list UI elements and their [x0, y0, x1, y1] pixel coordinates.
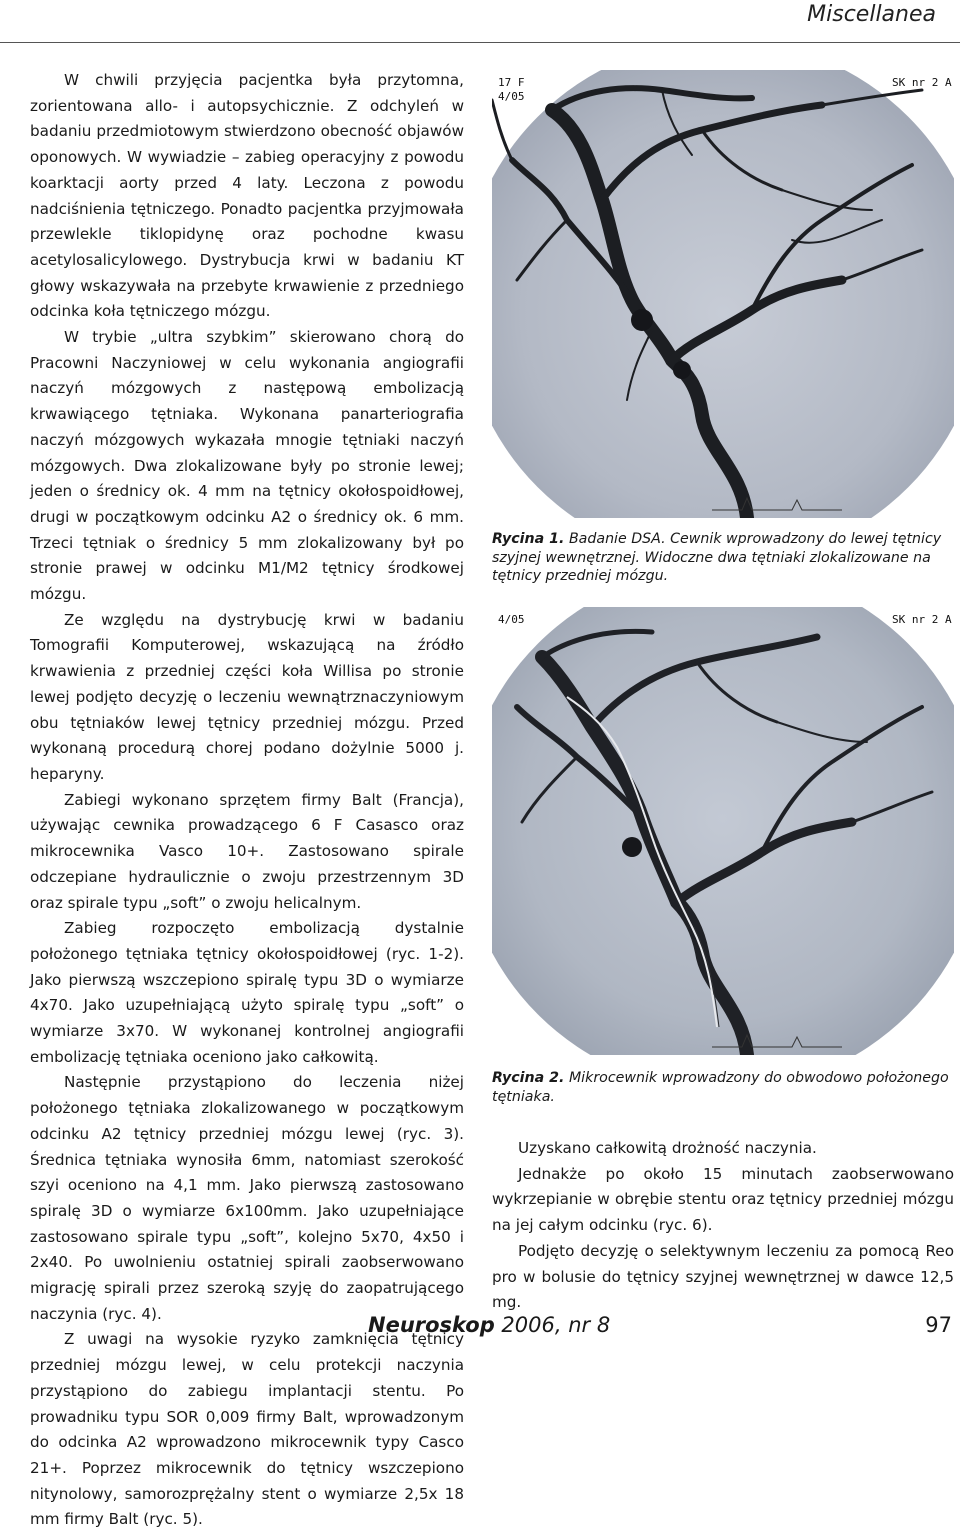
- page-number: 97: [925, 1313, 952, 1337]
- paragraph: Następnie przystąpiono do leczenia niżej położonego tętniaka zlokalizowanego w początkowym odcinku A2 tętnicy przedniej mózgu lewej (ryc. 3). Średnica tętniaka wynosiła 6mm, natomiast szerokość szyi oceniono na 4,1 mm. Jako pierwszą zastosowano spiralę 3D o wymiarze 6x100mm. Jako uzupełniające zastosowano spirale typu „soft”, kolejno 5x70, 4x50 i 2x40. Po uwolnieniu ostatniej spirali zaobserwowano migrację spirali przez szeroką szyję do zaopatrującego naczynia (ryc. 4).: [30, 1073, 464, 1323]
- paragraph: W trybie „ultra szybkim” skierowano chorą do Pracowni Naczyniowej w celu wykonania angiografii naczyń mózgowych z następową embolizacją krwawiącego tętniaka. Wykonana panarteriografia naczyń mózgowych wykazała mnogie tętniaki naczyń mózgowych. Dwa zlokalizowane były po stronie lewej; jeden o średnicy ok. 4 mm na tętnicy okołospoidłowej, drugi w początkowym odcinku A2 o średnicy ok. 6 mm. Trzeci tętniak o średnicy 5 mm zlokalizowany był po stronie prawej w odcinku M1/M2 tętnicy środkowej mózgu.: [30, 328, 464, 604]
- right-text-column: [492, 1136, 954, 1316]
- journal-name: Neuroskop: [368, 1313, 495, 1337]
- caption-text: Badanie DSA. Cewnik wprowadzony do lewej tętnicy szyjnej wewnętrznej. Widoczne dwa tętniaki zlokalizowane na tętnicy przedniej mózgu.: [492, 531, 942, 584]
- paragraph: Podjęto decyzję o selektywnym leczeniu za pomocą Reo pro w bolusie do tętnicy szyjnej wewnętrznej w dawce 12,5 mg.: [492, 1241, 954, 1312]
- paragraph: Uzyskano całkowitą drożność naczynia.: [518, 1139, 817, 1157]
- overlay-text: 4/05: [498, 90, 525, 103]
- journal-issue: 2006, nr 8: [501, 1313, 611, 1337]
- caption-label: Rycina 1.: [492, 531, 565, 547]
- paragraph: W chwili przyjęcia pacjentka była przytomna, zorientowana allo- i autopsychicznie. Z odchyleń w badaniu przedmiotowym stwierdzono obecność objawów oponowych. W wywiadzie – zabieg operacyjny z powodu koarktacji aorty przed 4 laty. Leczona z powodu nadciśnienia tętniczego. Ponadto pacjentka przyjmowała przewlekle tiklopidynę oraz pochodne kwasu acetylosalicylowego. Dystrybucja krwi w badaniu KT głowy wskazywała na przebyte krwawienie z przedniego odcinka koła tętniczego mózgu.: [30, 71, 464, 321]
- figure-1-caption: [492, 530, 954, 586]
- paragraph: Zabiegi wykonano sprzętem firmy Balt (Francja), używając cewnika prowadzącego 6 F Casasco oraz mikrocewnika Vasco 10+. Zastosowano spirale odczepiane hydraulicznie o zwoju przestrzennym 3D oraz spirale typu „soft” o zwoju helicalnym.: [30, 790, 464, 912]
- caption-label: Rycina 2.: [492, 1070, 565, 1086]
- figure-2-angiogram: [492, 607, 954, 1055]
- overlay-text: 4/05: [498, 613, 525, 626]
- figure-2-caption: [492, 1069, 954, 1106]
- paragraph: Zabieg rozpoczęto embolizacją dystalnie położonego tętniaka tętnicy okołospoidłowej (ryc. 1-2). Jako pierwszą wszczepiono spiralę typu 3D o wymiarze 4x70. Jako uzupełniającą użyto spiralę typu „soft” o wymiarze 3x70. W wykonanej kontrolnej angiografii embolizację tętniaka oceniono jako całkowitą.: [30, 919, 464, 1066]
- section-title: Miscellanea: [807, 2, 936, 27]
- paragraph: Z uwagi na wysokie ryzyko zamknięcia tętnicy przedniej mózgu lewej, w celu protekcji naczynia przystąpiono do zabiegu implantacji stentu. Po prowadniku typu SOR 0,009 firmy Balt, wprowadzonym do odcinka A2 wprowadzono mikrocewnik typy Casco 21+. Poprzez mikrocewnik do tętnicy wszczepiono nitynolowy, samorozprężalny stent o wymiarze 2,5x 18 mm firmy Balt (ryc. 5).: [30, 1330, 464, 1529]
- overlay-text: SK nr 2 A: [892, 76, 952, 89]
- paragraph: Ze względu na dystrybucję krwi w badaniu Tomografii Komputerowej, wskazującą na źródło krwawienia z przedniej części koła Willisa po stronie lewej podjęto decyzję o leczeniu wewnątrznaczyniowym obu tętniaków lewej tętnicy przedniej mózgu. Przed wykonaną procedurą chorej podano dożylnie 5000 j. heparyny.: [30, 610, 464, 783]
- footer-citation: [368, 1313, 610, 1337]
- caption-text: Mikrocewnik wprowadzony do obwodowo położonego tętniaka.: [492, 1070, 949, 1105]
- overlay-text: 17 F: [498, 76, 525, 89]
- overlay-text: SK nr 2 A: [892, 613, 952, 626]
- figure-1-angiogram: [492, 70, 954, 518]
- paragraph: Jednakże po około 15 minutach zaobserwowano wykrzepianie w obrębie stentu oraz tętnicy przedniej mózgu na jej całym odcinku (ryc. 6).: [492, 1164, 954, 1235]
- header-divider: [0, 42, 960, 43]
